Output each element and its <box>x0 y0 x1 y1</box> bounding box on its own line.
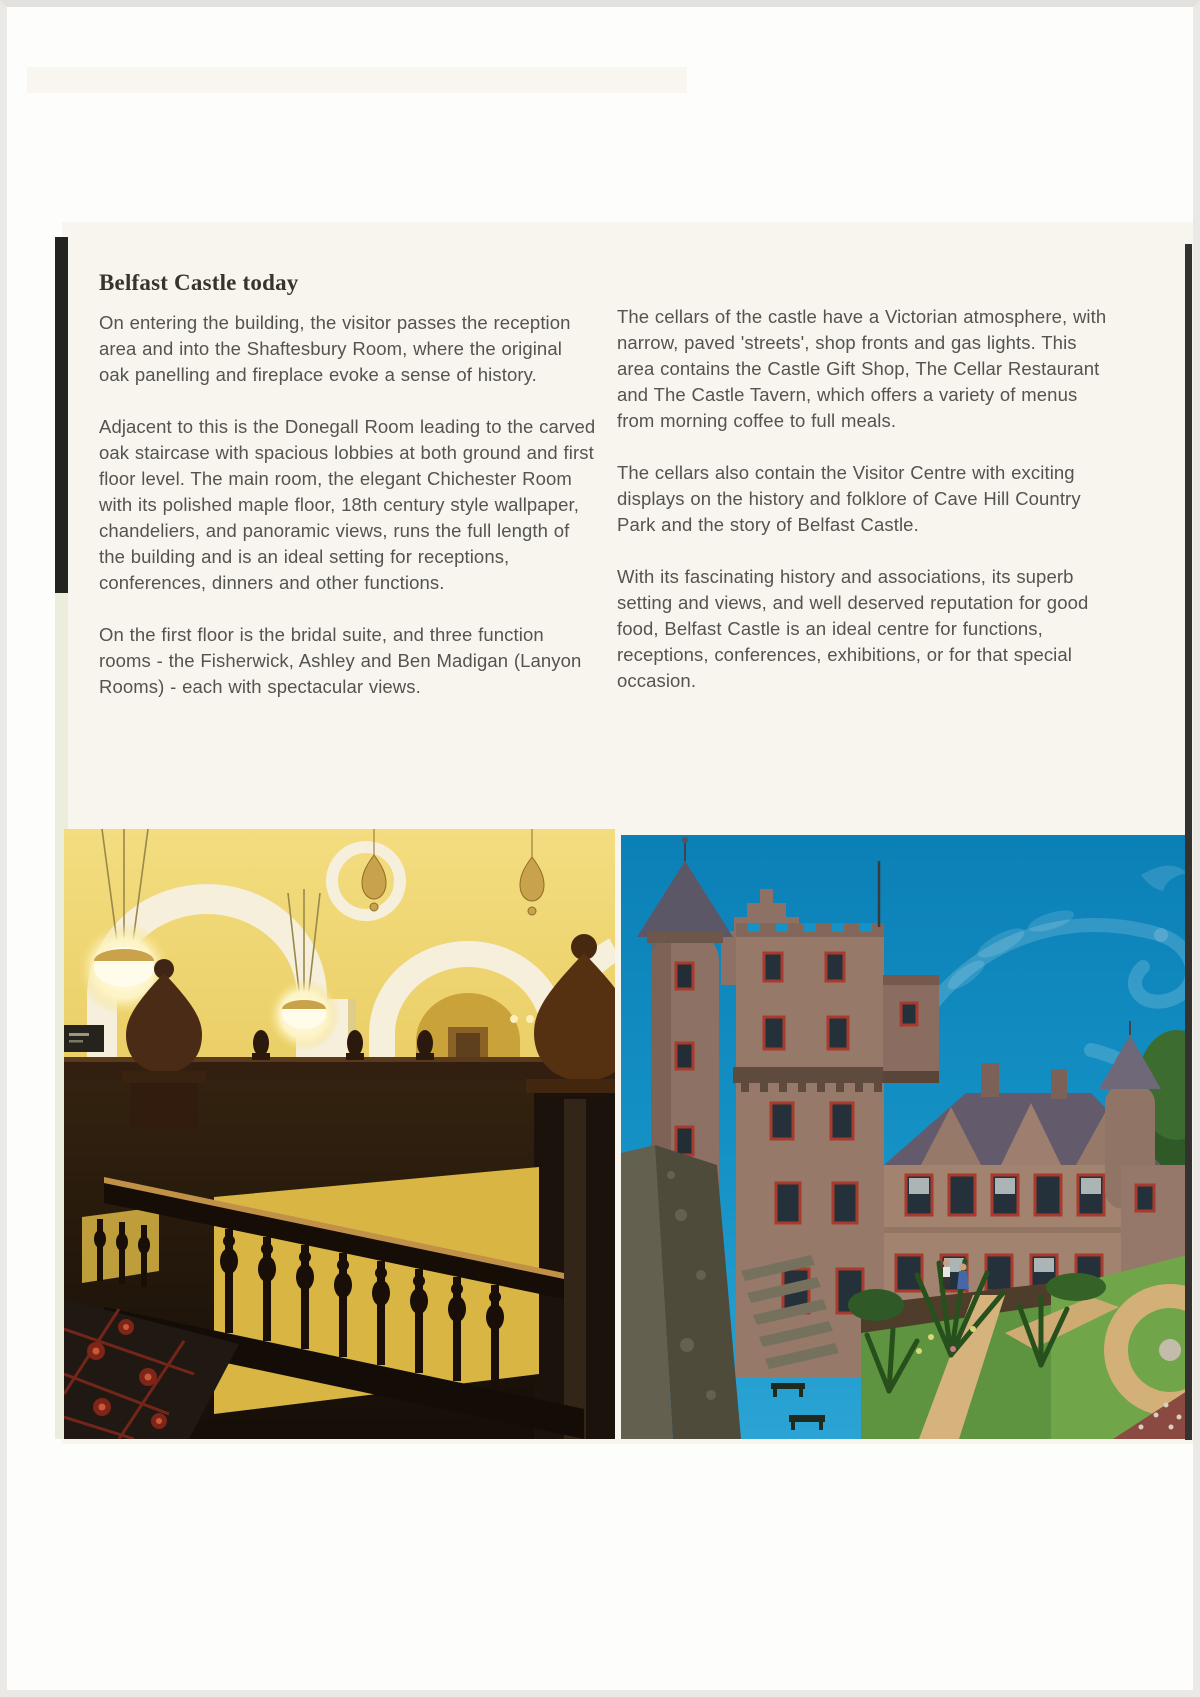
paragraph-entrance: On entering the building, the visitor passes the reception area and into the Shaftesbury Room, where the original oak panelling and fireplace evoke a sense of history. <box>99 312 571 385</box>
room-sign <box>64 1025 104 1052</box>
paragraph-summary: With its fascinating history and associations, its superb setting and views, and well deserved reputation for good food, Belfast Castle is an ideal centre for functions, receptions, conferences, exhibitions, or for that special occasion. <box>617 566 1089 691</box>
left-text-column <box>99 269 596 726</box>
spine-shadow-strip <box>55 237 68 593</box>
paragraph-visitor-centre: The cellars also contain the Visitor Centre with exciting displays on the history and folklore of Cave Hill Country Park and the story of Belfast Castle. <box>617 462 1081 535</box>
paragraph-donegall-room: Adjacent to this is the Donegall Room leading to the carved oak staircase with spacious lobbies at both ground and first floor level. The main room, the elegant Chichester Room with its polished maple floor, 18th century style wallpaper, chandeliers, and panoramic views, runs the full length of the building and is an ideal setting for receptions, conferences, dinners and other functions. <box>99 416 596 593</box>
page-right-edge <box>1185 244 1192 1440</box>
newel-post-right <box>526 934 615 1439</box>
castle-exterior-illustration <box>621 835 1187 1439</box>
interior-staircase-illustration <box>64 829 615 1439</box>
paragraph-first-floor: On the first floor is the bridal suite, and three function rooms - the Fisherwick, Ashley and Ben Madigan (Lanyon Rooms) - each with spectacular views. <box>99 624 582 697</box>
right-text-column <box>617 304 1117 720</box>
scan-artifact-streak <box>27 67 687 93</box>
castle-exterior-photo <box>621 835 1187 1439</box>
interior-staircase-photo <box>64 829 615 1439</box>
paragraph-cellars: The cellars of the castle have a Victorian atmosphere, with narrow, paved 'streets', shop fronts and gas lights. This area contains the Castle Gift Shop, The Cellar Restaurant and The Castle Tavern, which offers a variety of menus from morning coffee to full meals. <box>617 306 1107 431</box>
page-title: Belfast Castle today <box>99 270 299 295</box>
